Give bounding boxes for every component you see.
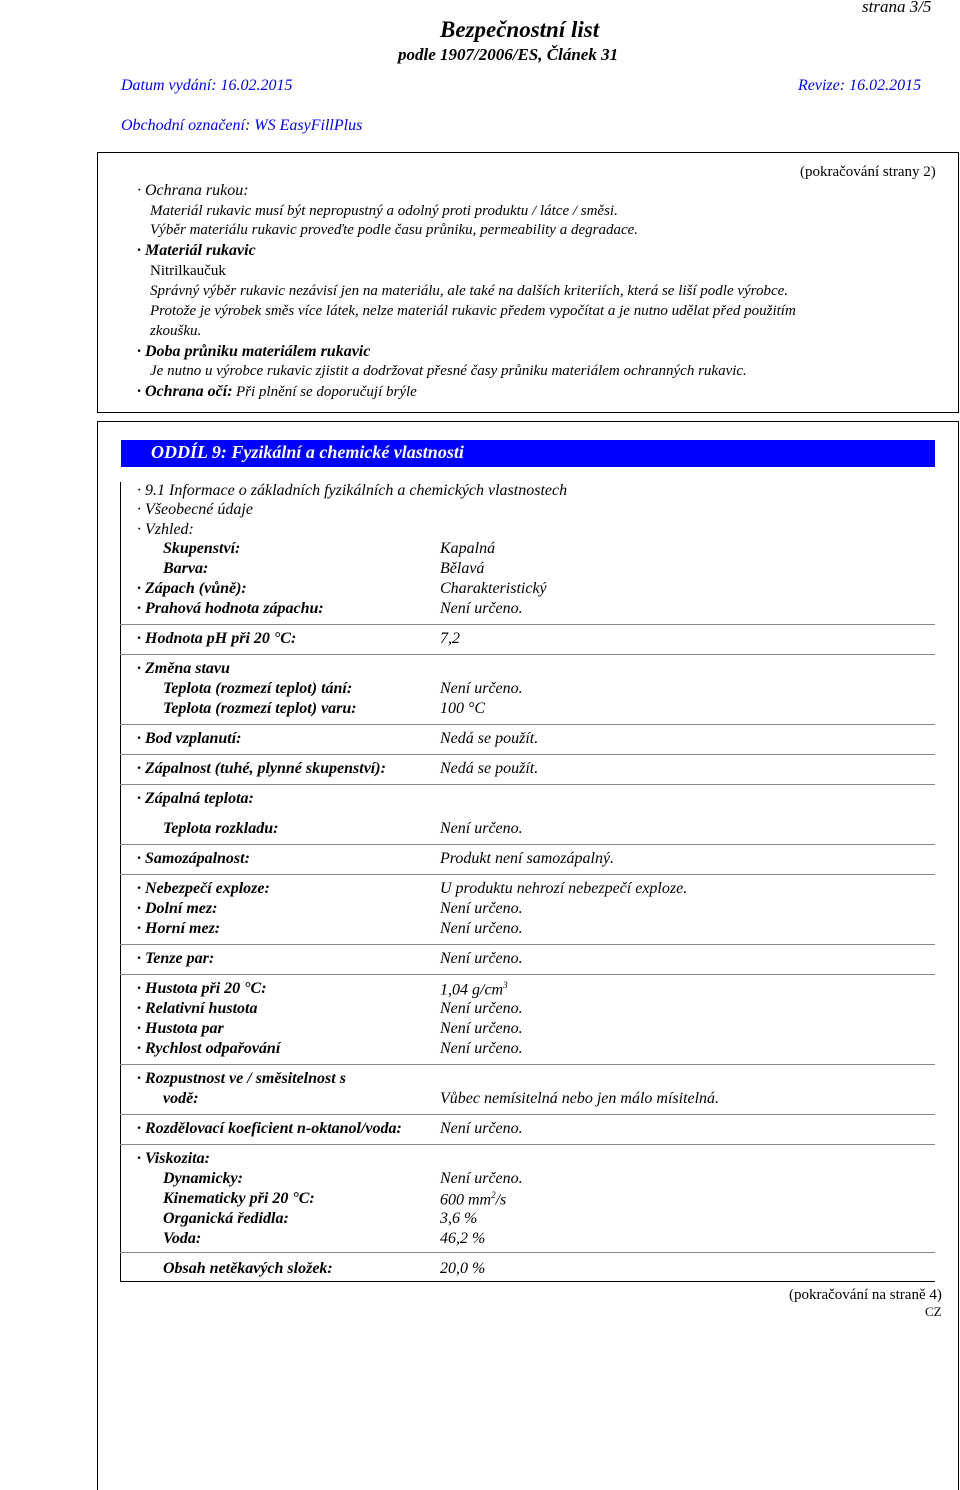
property-label: · Hustota při 20 °C: xyxy=(137,980,267,997)
divider xyxy=(120,944,935,945)
subsection-9-1: · 9.1 Informace o základních fyzikálních a chemických vlastnostech xyxy=(137,482,568,499)
property-label: Teplota rozkladu: xyxy=(163,820,279,837)
glove-material-heading: · Materiál rukavic xyxy=(137,242,256,259)
property-value: Nedá se použít. xyxy=(440,760,539,777)
divider xyxy=(120,1144,935,1145)
section9-header xyxy=(121,440,935,467)
property-label: Dynamicky: xyxy=(163,1170,243,1187)
divider xyxy=(120,654,935,655)
property-label: · Hustota par xyxy=(137,1020,224,1037)
section9-title: ODDÍL 9: Fyzikální a chemické vlastnosti xyxy=(151,442,464,462)
property-value: 46,2 % xyxy=(440,1230,486,1247)
property-label: · Prahová hodnota zápachu: xyxy=(137,600,324,617)
property-label: · Rychlost odpařování xyxy=(137,1040,281,1057)
property-label: · Viskozita: xyxy=(137,1150,210,1167)
property-value: Není určeno. xyxy=(440,1000,523,1017)
property-label: · Samozápalnost: xyxy=(137,850,250,867)
text-line: Nitrilkaučuk xyxy=(150,263,226,279)
divider xyxy=(120,724,935,725)
property-value: Není určeno. xyxy=(440,1020,523,1037)
property-value: Vůbec nemísitelná nebo jen málo mísitelná. xyxy=(440,1090,720,1107)
divider xyxy=(120,1252,935,1253)
text-line: Protože je výrobek směs více látek, nelze materiál rukavic předem vypočítat a je nutno udělat před použitím xyxy=(150,303,796,319)
divider xyxy=(120,1064,935,1065)
unit-suffix: /s xyxy=(495,1191,507,1209)
divider xyxy=(120,624,935,625)
continued-from: (pokračování strany 2) xyxy=(800,164,936,180)
property-value: Bělavá xyxy=(440,560,485,577)
eye-protection-label: · Ochrana očí: xyxy=(137,383,233,400)
property-value: 20,0 % xyxy=(440,1260,486,1277)
property-value: 7,2 xyxy=(440,630,460,647)
language-code: CZ xyxy=(925,1304,942,1319)
text-line: Výběr materiálu rukavic proveďte podle času průniku, permeability a degradace. xyxy=(150,222,639,238)
property-value: Nedá se použít. xyxy=(440,730,539,747)
property-value: Není určeno. xyxy=(440,680,523,697)
property-label: · Zápach (vůně): xyxy=(137,580,247,597)
property-label: Teplota (rozmezí teplot) tání: xyxy=(163,680,353,697)
text-line: zkoušku. xyxy=(150,323,202,339)
property-value: Kapalná xyxy=(440,540,496,557)
property-label: Teplota (rozmezí teplot) varu: xyxy=(163,700,357,717)
property-label: Voda: xyxy=(163,1230,202,1247)
page-number: strana 3/5 xyxy=(862,0,932,16)
property-label: Barva: xyxy=(163,560,209,577)
text-line: Materiál rukavic musí být nepropustný a odolný proti produktu / látce / směsi. xyxy=(150,203,618,219)
divider xyxy=(120,784,935,785)
eye-protection-value: Při plnění se doporučují brýle xyxy=(236,384,417,400)
property-value: 1,04 $g/cm^3$ xyxy=(440,980,508,999)
appearance: · Vzhled: xyxy=(137,521,194,538)
property-value: 100 °C xyxy=(440,700,486,717)
property-label: · Relativní hustota xyxy=(137,1000,258,1017)
continued-to: (pokračování na straně 4) xyxy=(789,1287,942,1303)
property-value: Produkt není samozápalný. xyxy=(440,850,615,867)
property-label: vodě: xyxy=(163,1090,199,1107)
property-label: Organická ředidla: xyxy=(163,1210,289,1227)
property-label: Obsah netěkavých složek: xyxy=(163,1260,333,1277)
text-line: Je nutno u výrobce rukavic zjistit a dodržovat přesné časy průniku materiálem ochranných rukavic. xyxy=(150,363,747,379)
hand-protection-heading: · Ochrana rukou: xyxy=(137,182,249,199)
property-value: Není určeno. xyxy=(440,600,523,617)
divider xyxy=(120,974,935,975)
property-value: 600 $mm^2/s$ xyxy=(440,1190,507,1209)
property-label: · Horní mez: xyxy=(137,920,221,937)
document-subtitle: podle 1907/2006/ES, Článek 31 xyxy=(398,45,619,64)
divider xyxy=(120,754,935,755)
property-value: Není určeno. xyxy=(440,1170,523,1187)
property-value: Není určeno. xyxy=(440,900,523,917)
property-label: · Bod vzplanutí: xyxy=(137,730,242,747)
superscript: 2 xyxy=(491,1190,496,1200)
property-value: Charakteristický xyxy=(440,580,547,597)
property-label: · Dolní mez: xyxy=(137,900,218,917)
property-label: · Tenze par: xyxy=(137,950,215,967)
property-label: · Zápalná teplota: xyxy=(137,790,254,807)
property-value: Není určeno. xyxy=(440,920,523,937)
property-value: 3,6 % xyxy=(440,1210,478,1227)
property-label: · Rozpustnost ve / směsitelnost s xyxy=(137,1070,346,1087)
property-label: · Nebezpečí exploze: xyxy=(137,880,270,897)
property-value: Není určeno. xyxy=(440,950,523,967)
superscript: 3 xyxy=(503,980,508,990)
property-label: · Rozdělovací koeficient n-oktanol/voda: xyxy=(137,1120,402,1137)
property-value: Není určeno. xyxy=(440,1120,523,1137)
property-value: Není určeno. xyxy=(440,1040,523,1057)
property-label: · Změna stavu xyxy=(137,660,230,677)
document-title: Bezpečnostní list xyxy=(440,17,600,42)
property-label: · Hodnota pH při 20 °C: xyxy=(137,630,297,647)
issue-date: Datum vydání: 16.02.2015 xyxy=(121,77,293,94)
property-value: Není určeno. xyxy=(440,820,523,837)
general-info: · Všeobecné údaje xyxy=(137,501,253,518)
divider xyxy=(120,1114,935,1115)
property-label: Skupenství: xyxy=(163,540,241,557)
property-value: U produktu nehrozí nebezpečí exploze. xyxy=(440,880,688,897)
revision-date: Revize: 16.02.2015 xyxy=(798,77,922,94)
divider xyxy=(120,874,935,875)
product-name: Obchodní označení: WS EasyFillPlus xyxy=(121,117,363,134)
text-line: Správný výběr rukavic nezávisí jen na materiálu, ale také na dalších kriteriích, která se liší podle výrobce. xyxy=(150,283,789,299)
divider xyxy=(120,844,935,845)
penetration-heading: · Doba průniku materiálem rukavic xyxy=(137,343,371,360)
property-label: · Zápalnost (tuhé, plynné skupenství): xyxy=(137,760,386,777)
property-label: Kinematicky při 20 °C: xyxy=(163,1190,315,1207)
